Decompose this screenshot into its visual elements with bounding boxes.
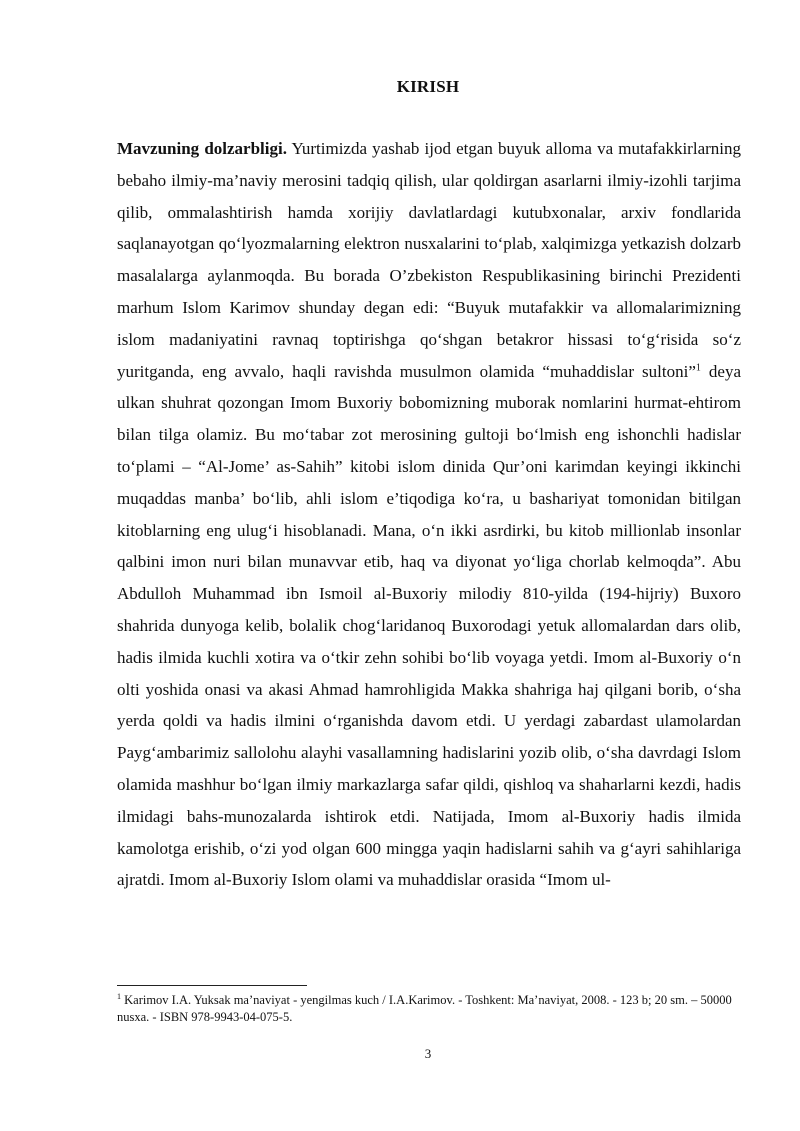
body-text-part-2: deya ulkan shuhrat qozongan Imom Buxoriy bobomizning muborak nomlarini hurmat-ehtirom bilan tilga olamiz. Bu mo‘tabar zot merosining gultoji bo‘lmish eng ishonchli hadislar to‘plami – “Al-Jome’ as-Sahih” kitobi islom dinida Qur’oni karimdan keyingi ikkinchi muqaddas manba’ bo‘lib, ahli islom e’tiqodiga ko‘ra, u bashariyat tomonidan bitilgan kitoblarning eng ulug‘i hisoblanadi. Mana, o‘n ikki asrdirki, bu kitob millionlab insonlar qalbini imon nuri bilan munavvar etib, haq va diyonat yo‘liga chorlab kelmoqda”. Abu Abdulloh Muhammad ibn Ismoil al-Buxoriy milodiy 810-yilda (194-hijriy) Buxoro shahrida dunyoga kelib, bolalik chog‘laridanoq Buxorodagi yetuk allomalardan dars olib, hadis ilmida kuchli xotira va o‘tkir zehn sohibi bo‘lib voyaga yetdi. Imom al-Buxoriy o‘n olti yoshida onasi va akasi Ahmad hamrohligida Makka shahriga haj qilgani borib, o‘sha yerda qoldi va hadis ilmini o‘rganishda davom etdi. U yerdagi zabardast ulamolardan Payg‘ambarimiz sallolohu alayhi vasallamning hadislarini yozib olib, o‘sha davrdagi Islom olamida mashhur bo‘lgan ilmiy markazlarga safar qildi, qishloq va shaharlarni kezdi, hadis ilmidagi bahs-munozalarda ishtirok etdi. Natijada, Imom al-Buxoriy hadis ilmida kamolotga erishib, o‘zi yod olgan 600 mingga yaqin hadislarni sahih va g‘ayri sahihlariga ajratdi. Imom al-Buxoriy Islom olami va muhaddislar orasida “Imom ul-: [117, 361, 741, 890]
footnote-reference[interactable]: 1: [695, 361, 701, 373]
body-text-part-1: Yurtimizda yashab ijod etgan buyuk alloma va mutafakkirlarning bebaho ilmiy-ma’naviy merosini tadqiq qilish, ular qoldirgan asarlarni ilmiy-izohli tarjima qilib, ommalashtirish hamda xorijiy davlatlardagi kutubxonalar, arxiv fondlarida saqlanayotgan qo‘lyozmalarning elektron nusxalarini to‘plab, xalqimizga yetkazish dolzarb masalalarga aylanmoqda. Bu borada O’zbekiston Respublikasining birinchi Prezidenti marhum Islom Karimov shunday degan edi: “Buyuk mutafakkir va allomalarimizning islom madaniyatini ravnaq toptirishga qo‘shgan betakror hissasi to‘g‘risida so‘z yuritganda, eng avvalo, haqli ravishda musulmon olamida “muhaddislar sultoni”: [117, 139, 741, 381]
body-paragraph: [117, 133, 741, 896]
page-number: 3: [424, 1046, 432, 1061]
footnote-separator: [117, 985, 307, 986]
section-heading: KIRISH: [396, 77, 460, 96]
footnote-text: Karimov I.A. Yuksak ma’naviyat - yengilmas kuch / I.A.Karimov. - Toshkent: Ma’naviyat, 2008. - 123 b; 20 sm. – 50000 nusxa. - ISBN 978-9943-04-075-5.: [117, 993, 732, 1024]
footnote: [117, 992, 741, 1026]
footnote-marker: 1: [117, 991, 121, 1001]
lead-phrase: Mavzuning dolzarbligi.: [117, 139, 287, 158]
